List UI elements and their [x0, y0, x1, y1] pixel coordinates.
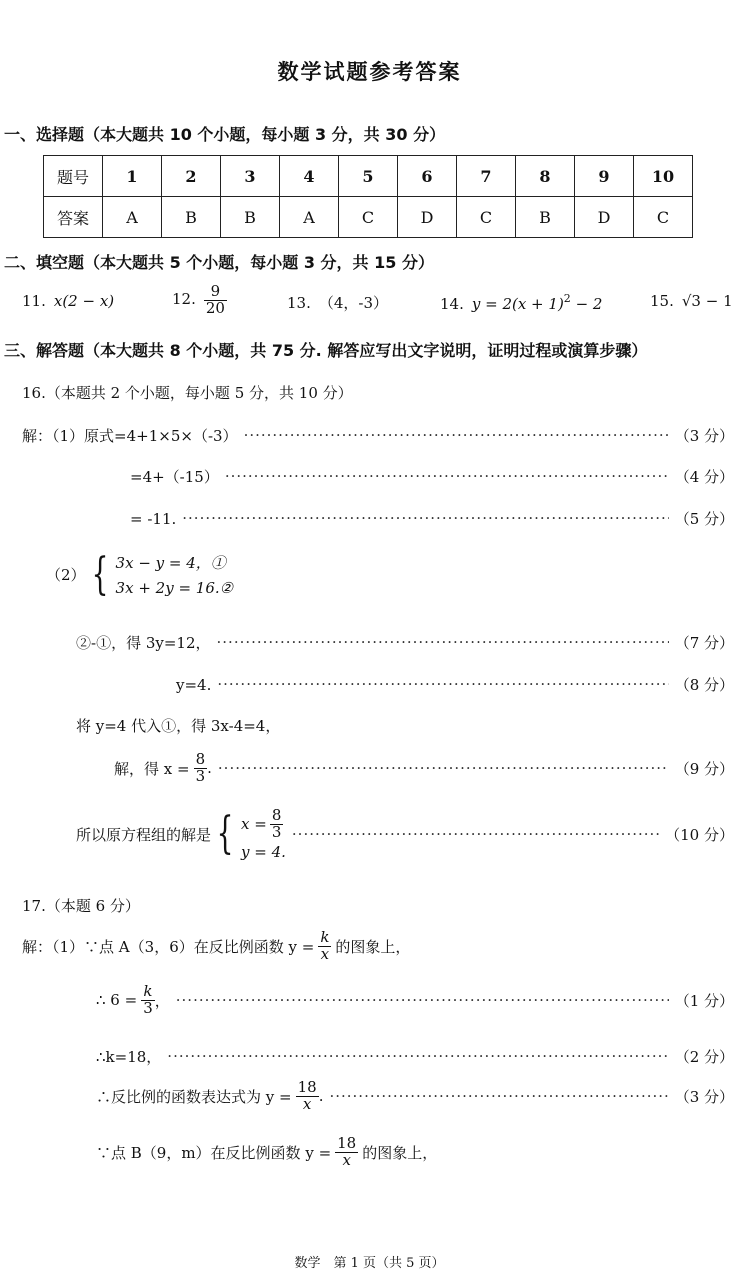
period: . — [318, 1087, 324, 1106]
score: （9 分） — [674, 759, 734, 778]
table-cell: 3 — [221, 156, 280, 197]
equation-system — [46, 548, 234, 600]
leader-dots — [217, 635, 669, 650]
step-text: 所以原方程组的解是 — [76, 825, 212, 844]
comma: ， — [154, 991, 170, 1010]
step-text: y=4. — [176, 675, 212, 694]
leader-dots — [225, 469, 669, 484]
answer-q14 — [440, 292, 602, 313]
fill-in-answers — [0, 284, 739, 334]
fraction-numerator: 8 — [271, 806, 282, 824]
score: （1 分） — [674, 991, 734, 1010]
answer-text-tail: − 2 — [570, 295, 603, 313]
table-cell: A — [280, 197, 339, 238]
leader-dots — [292, 827, 659, 842]
answer-q12 — [172, 284, 227, 317]
step-text-tail: 的图象上， — [335, 937, 411, 956]
table-cell: 6 — [398, 156, 457, 197]
fraction — [296, 1080, 319, 1113]
step-text: 解：（1）∵点 A（3，6）在反比例函数 y = — [22, 937, 315, 956]
table-row-answers — [44, 197, 693, 238]
fraction-numerator: k — [141, 984, 155, 1001]
step-text: 将 y=4 代入①，得 3x-4=4， — [76, 717, 281, 735]
leader-dots — [167, 1049, 668, 1064]
page-title: 数学试题参考答案 — [277, 60, 462, 84]
table-cell: 4 — [280, 156, 339, 197]
answer-text: y = 2(x + 1) — [471, 295, 564, 313]
row-label-answer: 答案 — [44, 197, 103, 238]
step-text: ∴ 6 = — [96, 991, 138, 1010]
score: （4 分） — [674, 468, 734, 486]
step-row — [22, 425, 734, 446]
table-cell: A — [103, 197, 162, 238]
fraction — [270, 808, 284, 841]
score: （10 分） — [665, 825, 734, 844]
fraction — [204, 284, 227, 317]
step-text: ∵点 B（9，m）在反比例函数 y = — [96, 1143, 332, 1162]
section3-heading: 三、解答题（本大题共 8 个小题，共 75 分. 解答应写出文字说明，证明过程或演算步骤） — [4, 341, 648, 360]
q17-header — [22, 895, 140, 916]
score: （5 分） — [674, 510, 734, 528]
fraction — [194, 752, 208, 785]
fraction-denominator: 20 — [205, 298, 225, 317]
fraction-numerator: k — [320, 928, 330, 946]
step-row — [96, 1080, 734, 1113]
table-cell: B — [516, 197, 575, 238]
fraction — [141, 984, 155, 1017]
step-text: 解，得 x = — [114, 759, 190, 778]
fraction-numerator: 18 — [337, 1134, 357, 1152]
fraction-numerator: 18 — [297, 1078, 317, 1096]
fraction — [335, 1136, 358, 1169]
page-footer: 数学 第 1 页（共 5 页） — [294, 1256, 445, 1271]
step-row — [22, 930, 410, 963]
table-row-numbers — [44, 156, 693, 197]
step-text: ②-①，得 3y=12， — [76, 634, 211, 652]
leader-dots — [244, 428, 669, 443]
q17-header-text: 17.（本题 6 分） — [22, 897, 140, 915]
step-row — [76, 808, 734, 861]
fraction-numerator: 9 — [204, 284, 227, 301]
question-number: 14. — [440, 295, 464, 313]
step-text: ∴k=18， — [96, 1048, 162, 1066]
step-text: =4+（-15） — [130, 468, 219, 486]
fraction-numerator: 8 — [195, 750, 206, 768]
solution-y: y = 4. — [241, 842, 286, 861]
fraction-denominator: 3 — [143, 998, 153, 1017]
step-row — [130, 466, 734, 487]
leader-dots — [182, 511, 668, 526]
step-text: 解：（1）原式=4+1×5×（-3） — [22, 427, 238, 445]
table-cell: B — [221, 197, 280, 238]
fraction-denominator: 3 — [195, 766, 206, 785]
fraction-denominator: x — [342, 1150, 351, 1169]
leader-dots — [176, 993, 669, 1008]
question-number: 12. — [172, 290, 196, 309]
exponent: 2 — [563, 292, 571, 305]
score: （2 分） — [674, 1048, 734, 1066]
table-cell: D — [575, 197, 634, 238]
step-row — [96, 1046, 734, 1067]
step-row — [114, 752, 734, 785]
section2-heading: 二、填空题（本大题共 5 个小题，每小题 3 分，共 15 分） — [4, 253, 434, 272]
fraction-denominator: 3 — [271, 822, 282, 841]
brace-icon: { — [216, 808, 234, 860]
q16-header — [22, 382, 353, 403]
step-text: ∴反比例的函数表达式为 y = — [96, 1087, 292, 1106]
table-cell: 10 — [634, 156, 693, 197]
table-cell: 5 — [339, 156, 398, 197]
leader-dots — [217, 677, 668, 692]
fraction-denominator: x — [302, 1094, 312, 1113]
answer-text: （4，-3） — [318, 294, 389, 312]
table-cell: 8 — [516, 156, 575, 197]
answer-q13 — [287, 292, 388, 313]
answer-q11 — [22, 292, 114, 310]
answer-q15 — [650, 292, 733, 310]
score: （8 分） — [674, 676, 734, 694]
table-cell: D — [398, 197, 457, 238]
table-cell: 9 — [575, 156, 634, 197]
equation-1: 3x − y = 4，① — [115, 554, 226, 572]
answer-table — [43, 155, 693, 238]
section1-heading: 一、选择题（本大题共 10 个小题，每小题 3 分，共 30 分） — [4, 125, 446, 144]
step-row — [76, 715, 280, 736]
period: . — [207, 759, 212, 778]
table-cell: 1 — [103, 156, 162, 197]
step-row — [76, 632, 734, 653]
answer-text: x(2 − x) — [53, 292, 115, 310]
score: （3 分） — [674, 1087, 734, 1106]
table-cell: C — [634, 197, 693, 238]
system — [86, 548, 234, 600]
table-cell: 7 — [457, 156, 516, 197]
leader-dots — [329, 1089, 668, 1104]
fraction — [318, 930, 331, 963]
leader-dots — [218, 761, 669, 776]
table-cell: C — [339, 197, 398, 238]
table-cell: B — [162, 197, 221, 238]
score: （3 分） — [674, 427, 734, 445]
question-number: 11. — [22, 292, 46, 310]
solution-x-label: x = — [241, 815, 267, 834]
score: （7 分） — [674, 634, 734, 652]
brace-icon: { — [91, 548, 108, 600]
q16-header-text: 16.（本题共 2 个小题，每小题 5 分，共 10 分） — [22, 384, 353, 402]
part-label: （2） — [46, 566, 86, 584]
table-cell: C — [457, 197, 516, 238]
step-text-tail: 的图象上， — [362, 1143, 438, 1162]
step-text: = -11. — [130, 509, 177, 528]
solution-x — [241, 808, 286, 841]
row-label-number: 题号 — [44, 156, 103, 197]
solution-system — [211, 808, 286, 861]
step-row — [96, 984, 734, 1017]
step-row — [130, 508, 734, 529]
table-cell: 2 — [162, 156, 221, 197]
equation-2: 3x + 2y = 16.② — [115, 579, 234, 597]
answer-text: √3 − 1 — [681, 292, 733, 310]
fraction-denominator: x — [320, 944, 330, 963]
step-row — [176, 674, 734, 695]
step-row — [96, 1136, 437, 1169]
question-number: 15. — [650, 292, 674, 310]
question-number: 13. — [287, 294, 311, 312]
